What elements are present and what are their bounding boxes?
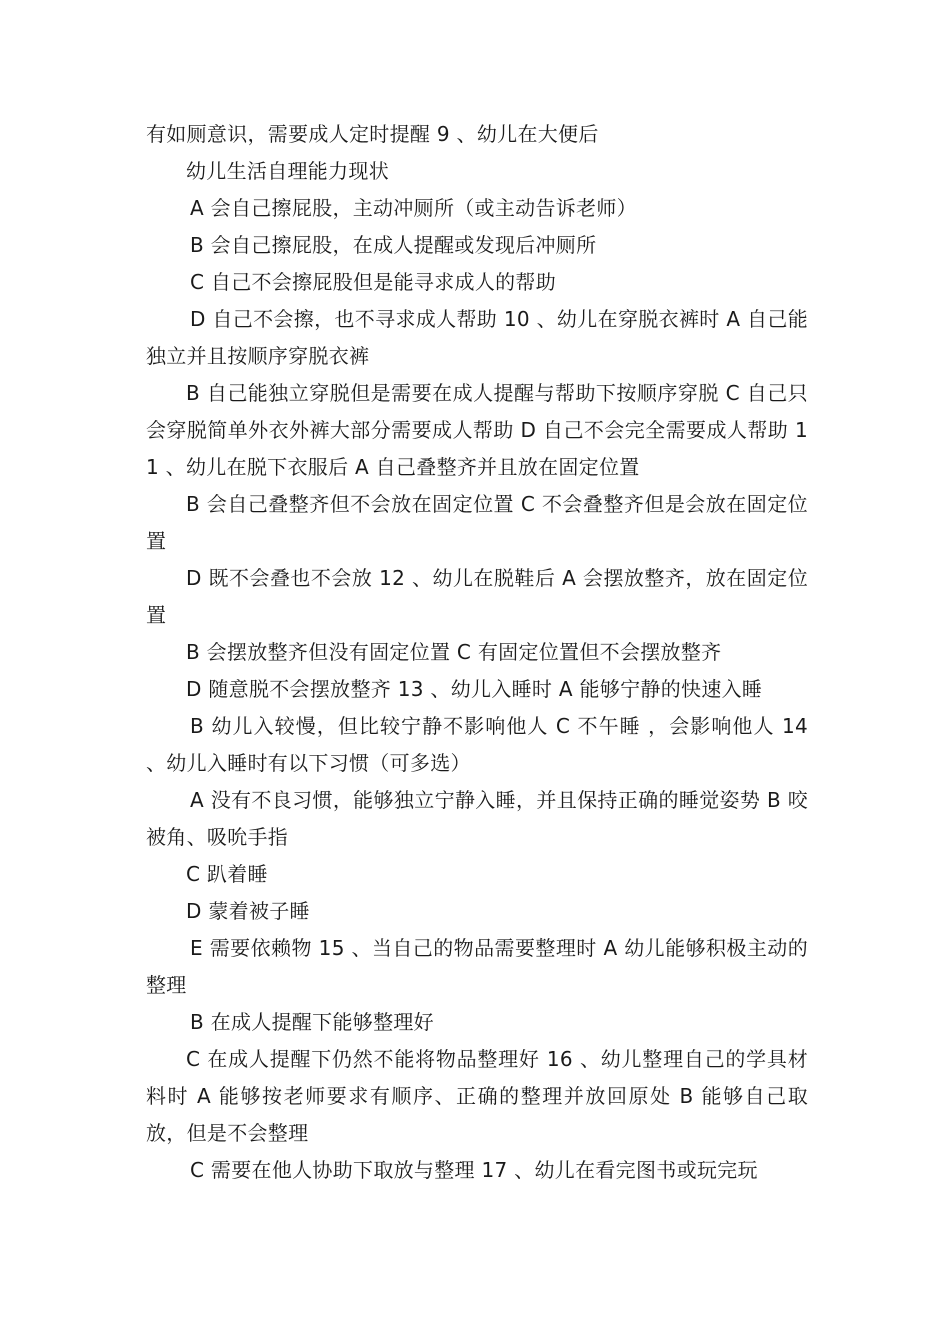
paragraph-5: C 自己不会擦屁股但是能寻求成人的帮助: [190, 270, 557, 294]
paragraph-1: 有如厕意识，需要成人定时提醒 9 、幼儿在大便后: [146, 122, 599, 146]
paragraph-10: B 会摆放整齐但没有固定位置 C 有固定位置但不会摆放整齐: [186, 640, 722, 664]
paragraph-11: D 随意脱不会摆放整齐 13 、幼儿入睡时 A 能够宁静的快速入睡: [186, 677, 763, 701]
paragraph-9: D 既不会叠也不会放 12 、幼儿在脱鞋后 A 会摆放整齐，放在固定位置: [146, 566, 808, 627]
paragraph-14: C 趴着睡: [186, 862, 268, 886]
paragraph-17: B 在成人提醒下能够整理好: [190, 1010, 434, 1034]
paragraph-18: C 在成人提醒下仍然不能将物品整理好 16 、幼儿整理自己的学具材料时 A 能够按老师要求有顺序、正确的整理并放回原处 B 能够自己取放，但是不会整理: [146, 1047, 808, 1145]
paragraph-19: C 需要在他人协助下取放与整理 17 、幼儿在看完图书或玩完玩: [190, 1158, 758, 1182]
paragraph-4: B 会自己擦屁股，在成人提醒或发现后冲厕所: [190, 233, 597, 257]
paragraph-15: D 蒙着被子睡: [186, 899, 310, 923]
paragraph-16: E 需要依赖物 15 、当自己的物品需要整理时 A 幼儿能够积极主动的整理: [146, 936, 808, 997]
document-body: [146, 116, 808, 1189]
paragraph-13: A 没有不良习惯，能够独立宁静入睡，并且保持正确的睡觉姿势 B 咬被角、吸吮手指: [146, 788, 808, 849]
paragraph-8: B 会自己叠整齐但不会放在固定位置 C 不会叠整齐但是会放在固定位置: [146, 492, 808, 553]
paragraph-6: D 自己不会擦，也不寻求成人帮助 10 、幼儿在穿脱衣裤时 A 自己能独立并且按顺序穿脱衣裤: [146, 307, 808, 368]
paragraph-7: B 自己能独立穿脱但是需要在成人提醒与帮助下按顺序穿脱 C 自己只会穿脱简单外衣外裤大部分需要成人帮助 D 自己不会完全需要成人帮助 11 、幼儿在脱下衣服后 A 自己叠整齐并且放在固定位置: [146, 381, 808, 479]
paragraph-3: A 会自己擦屁股，主动冲厕所（或主动告诉老师）: [190, 196, 637, 220]
paragraph-12: B 幼儿入较慢，但比较宁静不影响他人 C 不午睡 ，会影响他人 14 、幼儿入睡时有以下习惯（可多选）: [146, 714, 808, 775]
paragraph-2: 幼儿生活自理能力现状: [186, 159, 389, 183]
